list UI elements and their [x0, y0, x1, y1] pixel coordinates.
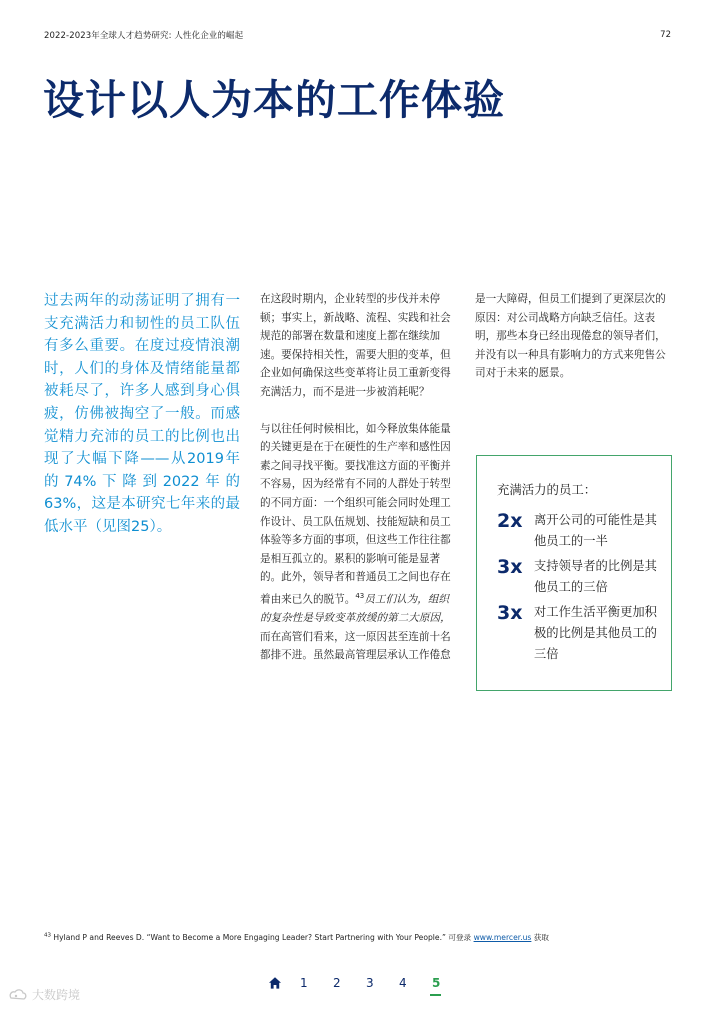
footnote-text: Hyland P and Reeves D. “Want to Become a More Engaging Leader? Start Partnering with Your People.” 可登录	[51, 933, 474, 942]
watermark	[8, 986, 80, 1003]
home-icon[interactable]	[268, 976, 282, 990]
watermark-text: 大数跨境	[32, 988, 81, 1002]
page-navigation	[268, 976, 465, 990]
page-number: 72	[660, 30, 671, 40]
column2-paragraph-2-end: 而在高管们看来，这一原因甚至连前十名都排不进。虽然最高管理层承认工作倦怠	[260, 630, 451, 662]
footnote	[44, 932, 549, 943]
pager-page-4[interactable]: 4	[399, 976, 407, 990]
stat-multiplier: 3x	[497, 556, 523, 578]
stat-heading: 充满活力的员工：	[497, 482, 597, 497]
lead-paragraph: 过去两年的动荡证明了拥有一支充满活力和韧性的员工队伍有多么重要。在度过疫情浪潮时，人们的身体及情绪能量都被耗尽了，许多人感到身心俱疲，仿佛被掏空了一般。而感觉精力充沛的员工的比例也出现了大幅下降——从2019年的74%下降到2022年的63%，这是本研究七年来的最低水平（见图25）。	[44, 293, 240, 535]
column2-italic-quote: 员工们认为，组织的复杂性是导致变革放缓的第二大原因，	[260, 593, 451, 625]
stat-item	[497, 602, 661, 665]
column2-paragraph-1: 在这段时期内，企业转型的步伐并未停顿；事实上，新战略、流程、实践和社会规范的部署在数量和速度上都在继续加速。要保持相关性，需要大胆的变革，但企业如何确保这些变革将让员工重新变得充满活力，而不是进一步被消耗呢？	[260, 293, 451, 398]
stat-item	[497, 510, 661, 552]
page-title: 设计以人为本的工作体验	[43, 76, 505, 124]
pager-page-1[interactable]: 1	[300, 976, 308, 990]
running-header-title: 2022-2023年全球人才趋势研究: 人性化企业的崛起	[44, 31, 244, 41]
stat-description: 对工作生活平衡更加积极的比例是其他员工的三倍	[534, 605, 657, 661]
pager-page-2[interactable]: 2	[333, 976, 341, 990]
stat-item	[497, 556, 661, 598]
footnote-link[interactable]: www.mercer.us	[473, 933, 532, 942]
column2-paragraph-2	[260, 420, 457, 665]
stat-description: 支持领导者的比例是其他员工的三倍	[534, 559, 657, 594]
column3-paragraph-1: 是一大障碍，但员工们提到了更深层次的原因：对公司战略方向缺乏信任。这表明，那些本身已经出现倦怠的领导者们，并没有以一种具有影响力的方式来兜售公司对于未来的愿景。	[475, 293, 666, 380]
footnote-suffix: 获取	[531, 933, 549, 942]
stat-multiplier: 3x	[497, 602, 523, 624]
footnote-mark: 43	[44, 932, 51, 939]
column2-paragraph-2-start: 与以往任何时候相比，如今释放集体能量的关键更是在于在硬性的生产率和感性因素之间寻找平衡。要找准这方面的平衡并不容易，因为经常有不同的人群处于转型的不同方面：一个组织可能会同时处理工作设计、员工队伍规划、技能短缺和员工体验等多方面的事项，但这些工作往往都是相互孤立的。累积的影响可能是显著的。此外，领导者和普通员工之间也存在着由来已久的脱节。	[260, 422, 451, 606]
stat-callout-box	[476, 455, 672, 691]
watermark-logo-icon	[8, 988, 28, 1002]
stat-description: 离开公司的可能性是其他员工的一半	[534, 513, 657, 548]
body-column-2	[260, 290, 457, 683]
footnote-reference[interactable]: 43	[355, 591, 365, 600]
body-column-3	[475, 290, 672, 401]
stat-multiplier: 2x	[497, 510, 523, 532]
pager-page-5-active[interactable]: 5	[432, 976, 465, 990]
pager-page-3[interactable]: 3	[366, 976, 374, 990]
